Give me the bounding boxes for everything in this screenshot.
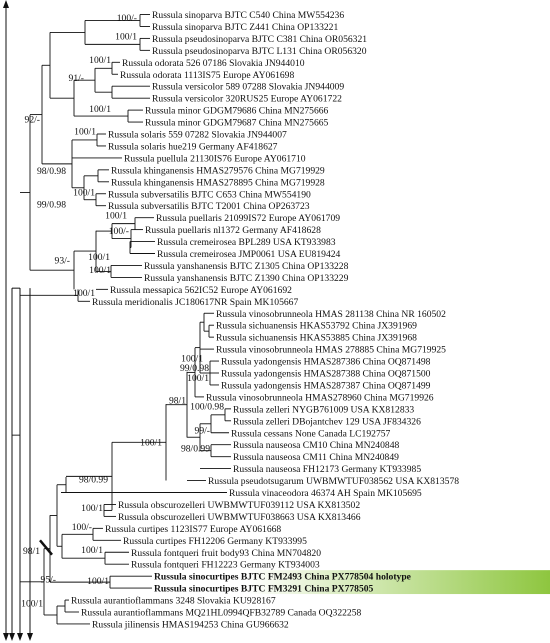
support-value: 100/- [116, 13, 137, 25]
taxon-label: Russula cremeirosea BPL289 USA KT933983 [157, 237, 336, 249]
taxon-label: Russula curtipes 1123IS77 Europe AY061668 [105, 523, 282, 535]
taxon-label: Russula sinoparva BJTC C540 China MW554236 [152, 10, 345, 21]
taxon-label: Russula minor GDGM79686 China MN275666 [145, 105, 329, 117]
support-value: 100/- [71, 522, 92, 534]
support-value: 100/1 [105, 210, 127, 222]
tree-axes [3, 0, 52, 641]
support-value: 100/1 [81, 544, 103, 556]
taxon-label: Russula sinocurtipes BJTC FM2493 China PX778504 holotype [154, 571, 411, 583]
taxon-label: Russula vinaceodora 46374 AH Spain MK105695 [229, 488, 422, 499]
taxon-label: Russula messapica 562IC52 Europe AY061692 [110, 284, 292, 296]
support-value: 100/1 [73, 287, 95, 299]
taxon-label: Russula jilinensis HMAS194253 China GU966632 [92, 619, 289, 631]
support-value: 100/1 [87, 575, 109, 587]
support-value: 92/- [24, 114, 40, 126]
support-value: 98/1 [22, 546, 40, 558]
taxon-label: Russula odorata 1113IS75 Europe AY061698 [120, 69, 295, 81]
support-value: 98/0.98 [36, 166, 66, 178]
taxon-label: Russula puellaris 21099IS72 Europe AY061709 [156, 213, 341, 225]
taxon-label: Russula pseudosinoparva BJTC L131 China OR056320 [152, 45, 367, 57]
taxon-label: Russula khinganensis HMAS278895 China MG719928 [111, 177, 325, 189]
support-value: 99/0.98 [36, 199, 66, 211]
support-value: 99/0.98 [179, 363, 209, 375]
taxon-label: Russula meridionalis JC180617NR Spain MK105667 [92, 296, 299, 308]
support-value: 100/1 [140, 437, 162, 449]
taxon-label: Russula fontqueri FH12223 Germany KT934003 [131, 559, 320, 571]
taxon-label: Russula yadongensis HMAS287388 China OQ871500 [221, 368, 431, 380]
arrow-head [27, 633, 33, 641]
support-value: 99/- [194, 425, 210, 437]
taxon-label: Russula sinocurtipes BJTC FM3291 China PX778505 [154, 583, 374, 595]
support-value: 98/1 [168, 395, 186, 407]
taxon-label: Russula sinoparva BJTC Z441 China OP133221 [152, 21, 339, 33]
taxon-label: Russula yadongensis HMAS287387 China OQ871499 [221, 380, 431, 392]
taxon-label: Russula yanshanensis BJTC Z1390 China OP133229 [144, 272, 349, 284]
support-value: 100/1 [88, 252, 110, 264]
taxon-labels [68, 10, 460, 631]
taxon-label: Russula minor GDGM79687 China MN275665 [145, 117, 329, 129]
taxon-label: Russula versicolor 320RUS25 Europe AY061722 [152, 93, 342, 105]
taxon-label: Russula nauseosa FH12173 Germany KT933985 [233, 464, 422, 476]
taxon-label: Russula cessans None Canada LC192757 [231, 428, 391, 440]
support-value: 100/1 [74, 126, 96, 138]
taxon-label: Russula solaris hue219 Germany AF418627 [108, 141, 278, 153]
taxon-label: Russula puellaris nl1372 Germany AF418628 [145, 225, 321, 237]
support-value: 91/- [68, 72, 84, 84]
taxon-label: Russula curtipes FH12206 Germany KT933995 [123, 535, 307, 547]
taxon-label: Russula yanshanensis BJTC Z1305 China OP133228 [144, 260, 349, 272]
taxon-label: Russula nauseosa CM11 China MN240849 [233, 452, 399, 464]
support-value: 98/0.99 [78, 474, 108, 486]
arrow-head [3, 0, 9, 8]
support-value: 100/1 [21, 598, 43, 610]
taxon-label: Russula vinosobrunneola HMAS 281138 China NR 160502 [216, 308, 446, 320]
taxon-label: Russula solaris 559 07282 Slovakia JN944007 [108, 129, 287, 141]
taxon-label: Russula pseudosinoparva BJTC C381 China OR056321 [152, 33, 368, 45]
support-value: 100/1 [89, 103, 111, 115]
support-value: 100/1 [115, 31, 137, 43]
support-value: 100/1 [73, 187, 95, 199]
arrow-head [3, 633, 9, 641]
taxon-label: Russula nauseosa CM10 China MN240848 [233, 440, 400, 452]
taxon-label: Russula yadongensis HMAS287386 China OQ871498 [221, 356, 431, 368]
taxon-label: Russula aurantioflammans 3248 Slovakia KU928167 [71, 595, 276, 607]
arrow-head [9, 633, 15, 641]
support-value: 100/1 [89, 54, 111, 66]
support-value: 100/1 [187, 372, 209, 384]
taxon-label: Russula zelleri DBojantchev 129 USA JF834326 [233, 416, 421, 428]
support-value: 93/- [54, 255, 70, 267]
support-value: 100/0.98 [190, 401, 224, 413]
taxon-label: Russula obscurozelleri UWBMWTUF039112 USA KX813502 [118, 499, 361, 511]
support-value: 100/1 [89, 265, 111, 277]
support-value: 98/0.99 [180, 443, 210, 455]
taxon-label: Russula vinosobrunneola HMAS278960 China MG719926 [206, 392, 434, 404]
taxon-label: Russula puellula 21130IS76 Europe AY061710 [124, 153, 306, 165]
taxon-label: Russula obscurozelleri UWBMWTUF038663 USA KX813466 [118, 511, 361, 523]
taxon-label: Russula cremeirosea JMP0061 USA EU819424 [157, 249, 341, 260]
support-value: 100/- [108, 225, 129, 237]
taxon-label: Russula vinosobrunneola HMAS 278885 China MG719925 [216, 344, 446, 356]
taxon-label: Russula sichuanensis HKAS53885 China JX391968 [216, 332, 417, 344]
taxon-label: Russula versicolor 589 07288 Slovakia JN944009 [152, 81, 345, 93]
taxon-label: Russula fontqueri fruit body93 China MN704820 [131, 547, 321, 559]
taxon-label: Russula subversatilis BJTC T2001 China OP263723 [108, 201, 310, 213]
taxon-label: Russula subversatilis BJTC C653 China MW554190 [108, 189, 311, 201]
taxon-label: Russula aurantioflammans MQ21HL0994QFB32789 Canada OQ322258 [81, 607, 362, 619]
taxon-label: Russula khinganensis HMAS279576 China MG719929 [111, 165, 325, 177]
support-value: 95/- [40, 574, 56, 586]
taxon-label: Russula sichuanensis HKAS53792 China JX391969 [216, 320, 417, 332]
support-value: 100/1 [81, 503, 103, 515]
taxon-label: Russula zelleri NYGB761009 USA KX812833 [233, 404, 415, 416]
taxon-label: Russula pseudotsugarum UWBMWTUF038562 USA KX813578 [208, 476, 460, 488]
taxon-label: Russula odorata 526 07186 Slovakia JN944010 [122, 57, 305, 69]
support-value: 100/1 [181, 353, 203, 365]
arrow-head [17, 633, 23, 641]
